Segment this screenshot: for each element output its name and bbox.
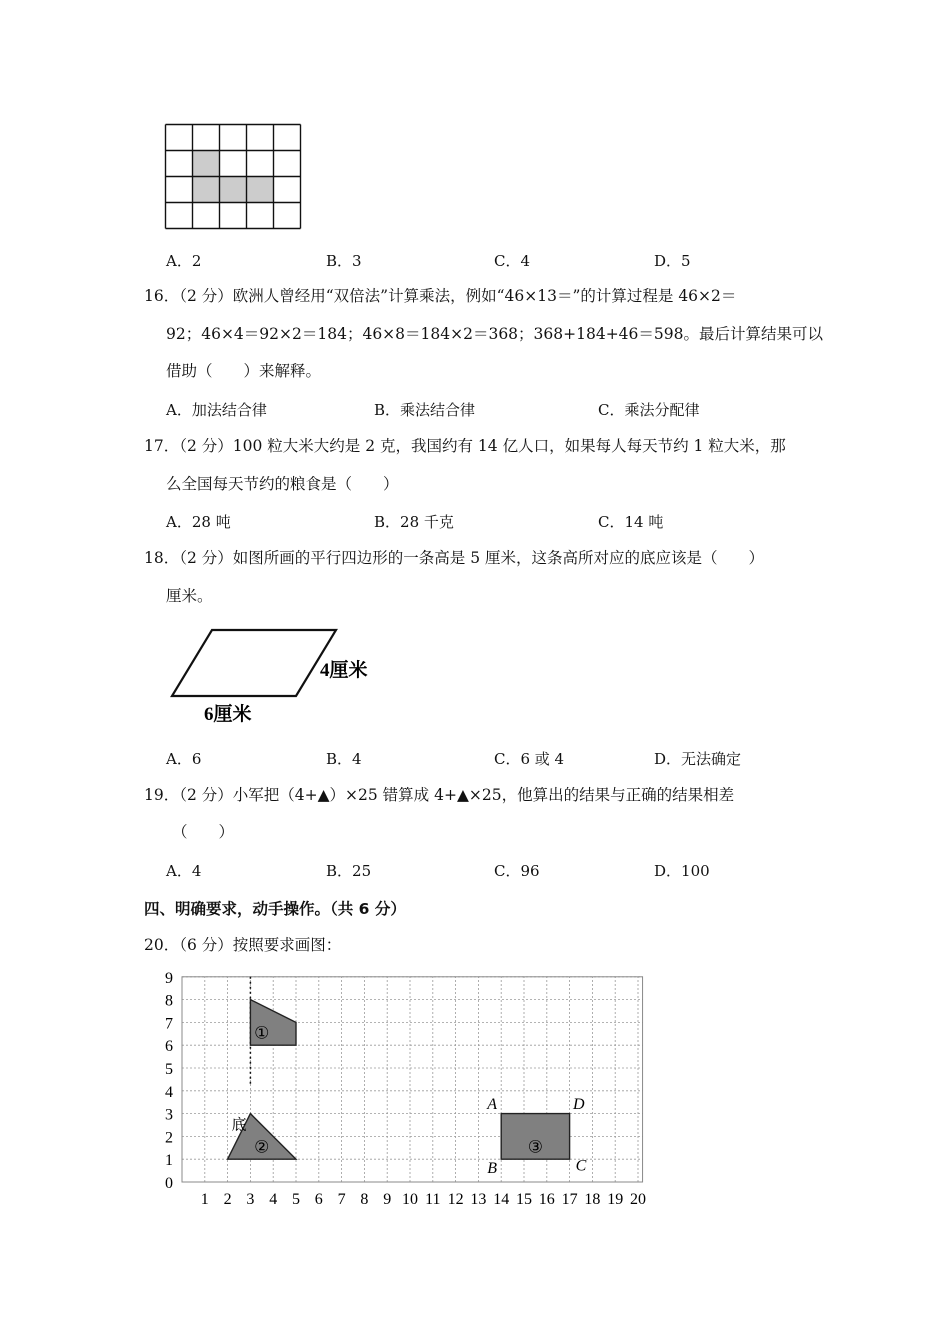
x-tick-label: 20 [630, 1191, 646, 1208]
q16-option-c[interactable]: C．乘法分配律 [598, 401, 700, 419]
x-tick-label: 13 [470, 1191, 487, 1208]
y-tick-label: 9 [165, 969, 173, 987]
shaded-cell [247, 177, 274, 203]
q19-option-c[interactable]: C．96 [494, 862, 540, 880]
y-tick-label: 5 [165, 1061, 173, 1078]
q15-option-d[interactable]: D．5 [654, 252, 691, 270]
x-tick-label: 16 [538, 1191, 555, 1208]
q16-option-b[interactable]: B．乘法结合律 [374, 401, 476, 419]
point-c-label: C [575, 1157, 587, 1175]
shape-1-label: ① [254, 1023, 270, 1043]
x-tick-label: 17 [561, 1191, 578, 1208]
shaded-cell [193, 177, 220, 203]
x-tick-label: 8 [360, 1191, 369, 1208]
q15-grid-figure [164, 123, 304, 231]
q17-option-b[interactable]: B．28 千克 [374, 513, 454, 531]
x-tick-label: 6 [314, 1191, 323, 1208]
point-a-label: A [487, 1096, 497, 1114]
y-tick-label: 0 [165, 1175, 173, 1192]
y-tick-label: 2 [165, 1129, 173, 1147]
y-tick-label: 3 [165, 1106, 173, 1124]
q19-option-b[interactable]: B．25 [326, 862, 372, 880]
q19-stem-line2: （ ） [172, 823, 235, 841]
x-tick-label: 5 [292, 1191, 300, 1208]
parallelogram-figure [160, 620, 390, 730]
x-tick-label: 7 [337, 1191, 346, 1208]
q19-option-d[interactable]: D．100 [654, 862, 710, 880]
shape-2-label: ② [254, 1137, 270, 1157]
x-tick-label: 1 [200, 1191, 209, 1208]
y-tick-label: 7 [165, 1015, 173, 1033]
q20-stem: 20．（6 分）按照要求画图： [144, 936, 342, 954]
point-d-label: D [572, 1096, 585, 1114]
q15-option-b[interactable]: B．3 [326, 252, 362, 270]
shaded-cell [193, 151, 220, 177]
q16-option-a[interactable]: A．加法结合律 [166, 401, 267, 419]
x-tick-label: 10 [402, 1191, 418, 1208]
q19-stem-line1: 19．（2 分）小军把（4+▲）×25 错算成 4+▲×25，他算出的结果与正确的结果相差 [144, 786, 735, 804]
q16-stem-line1: 16．（2 分）欧洲人曾经用“双倍法”计算乘法，例如“46×13＝”的计算过程是 46×2＝ [144, 287, 737, 305]
y-tick-label: 8 [165, 992, 173, 1010]
x-tick-label: 14 [493, 1191, 510, 1208]
x-tick-label: 3 [246, 1191, 255, 1208]
q18-option-a[interactable]: A．6 [166, 750, 202, 768]
q16-stem-line2: 92；46×4＝92×2＝184；46×8＝184×2＝368；368+184+46＝598。最后计算结果可以 [166, 325, 823, 343]
q19-option-a[interactable]: A．4 [166, 862, 202, 880]
x-tick-label: 11 [425, 1191, 441, 1208]
x-tick-label: 4 [269, 1191, 278, 1208]
x-tick-label: 15 [516, 1191, 532, 1208]
parallelogram-shape [172, 630, 336, 696]
q17-option-a[interactable]: A．28 吨 [166, 513, 231, 531]
q17-stem-line2: 么全国每天节约的粮食是（ ） [166, 475, 399, 493]
y-tick-label: 6 [165, 1038, 173, 1056]
q15-option-a[interactable]: A．2 [166, 252, 202, 270]
x-tick-label: 12 [447, 1191, 464, 1208]
shaded-cell [220, 177, 247, 203]
x-tick-label: 9 [383, 1191, 392, 1208]
parallelogram-side-label: 4厘米 [320, 660, 368, 681]
q18-option-d[interactable]: D．无法确定 [654, 750, 742, 768]
x-tick-label: 18 [584, 1191, 601, 1208]
section-4-heading: 四、明确要求，动手操作。（共 6 分） [144, 900, 406, 918]
q18-stem-line1: 18．（2 分）如图所画的平行四边形的一条高是 5 厘米，这条高所对应的底应该是（ ） [144, 549, 764, 567]
q18-option-b[interactable]: B．4 [326, 750, 362, 768]
parallelogram-base-label: 6厘米 [204, 704, 252, 725]
q17-stem-line1: 17．（2 分）100 粒大米大约是 2 克，我国约有 14 亿人口，如果每人每天节约 1 粒大米，那 [144, 437, 786, 455]
q16-stem-line3: 借助（ ）来解释。 [166, 362, 322, 380]
q15-option-c[interactable]: C．4 [494, 252, 531, 270]
q18-option-c[interactable]: C．6 或 4 [494, 750, 565, 768]
y-tick-label: 1 [165, 1152, 173, 1170]
x-tick-label: 19 [607, 1191, 624, 1208]
x-tick-label: 2 [223, 1191, 232, 1208]
base-label: 底 [231, 1117, 247, 1134]
coordinate-grid-figure [150, 965, 660, 1215]
point-b-label: B [487, 1159, 497, 1177]
y-tick-label: 4 [165, 1083, 173, 1101]
shape-3-label: ③ [527, 1137, 544, 1157]
q17-option-c[interactable]: C．14 吨 [598, 513, 664, 531]
q18-stem-line2: 厘米。 [166, 587, 213, 605]
